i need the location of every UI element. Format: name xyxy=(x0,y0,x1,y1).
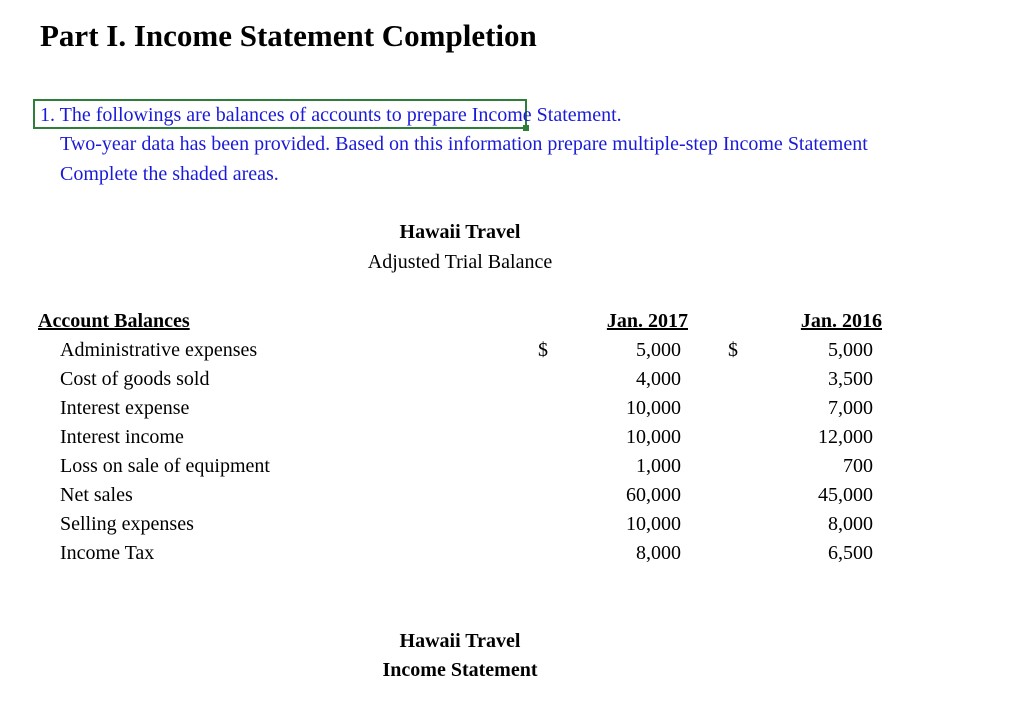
account-balances-header: Account Balances xyxy=(38,310,190,332)
value-2016: 7,000 xyxy=(828,397,873,419)
instruction-line-2: Two-year data has been provided. Based on this information prepare multiple-step Income Statement xyxy=(60,133,868,155)
income-statement-company: Hawaii Travel xyxy=(399,630,521,652)
value-2017: 10,000 xyxy=(626,397,681,419)
income-statement-title: Income Statement xyxy=(382,659,538,681)
account-name: Net sales xyxy=(60,484,133,506)
value-2016: 45,000 xyxy=(818,484,873,506)
instruction-line-3: Complete the shaded areas. xyxy=(60,163,279,185)
value-2017: 60,000 xyxy=(626,484,681,506)
currency-symbol: $ xyxy=(538,339,548,361)
table-row xyxy=(0,513,1024,542)
value-2016: 8,000 xyxy=(828,513,873,535)
col-header-2017: Jan. 2017 xyxy=(606,310,688,332)
value-2017: 10,000 xyxy=(626,426,681,448)
account-name: Administrative expenses xyxy=(60,339,258,361)
account-name: Interest expense xyxy=(60,397,190,419)
value-2017: 4,000 xyxy=(636,368,681,390)
value-2016: 6,500 xyxy=(828,542,873,564)
table-row xyxy=(0,426,1024,455)
value-2016: 3,500 xyxy=(828,368,873,390)
trial-balance-company: Hawaii Travel xyxy=(399,221,521,243)
value-2017: 8,000 xyxy=(636,542,681,564)
value-2017: 5,000 xyxy=(636,339,681,361)
table-row xyxy=(0,484,1024,513)
table-row xyxy=(0,339,1024,368)
col-header-2016: Jan. 2016 xyxy=(800,310,882,332)
currency-symbol: $ xyxy=(728,339,738,361)
account-name: Loss on sale of equipment xyxy=(60,455,270,477)
page-title: Part I. Income Statement Completion xyxy=(40,18,537,53)
value-2017: 10,000 xyxy=(626,513,681,535)
table-row xyxy=(0,397,1024,426)
table-row xyxy=(0,455,1024,484)
trial-balance-title: Adjusted Trial Balance xyxy=(367,251,553,273)
table-row xyxy=(0,368,1024,397)
account-name: Income Tax xyxy=(60,542,155,564)
value-2016: 5,000 xyxy=(828,339,873,361)
account-name: Cost of goods sold xyxy=(60,368,210,390)
table-row xyxy=(0,542,1024,571)
account-name: Interest income xyxy=(60,426,184,448)
value-2016: 700 xyxy=(843,455,873,477)
value-2017: 1,000 xyxy=(636,455,681,477)
instruction-line-1: 1. The followings are balances of accounts to prepare Income Statement. xyxy=(40,104,622,126)
account-name: Selling expenses xyxy=(60,513,194,535)
value-2016: 12,000 xyxy=(818,426,873,448)
